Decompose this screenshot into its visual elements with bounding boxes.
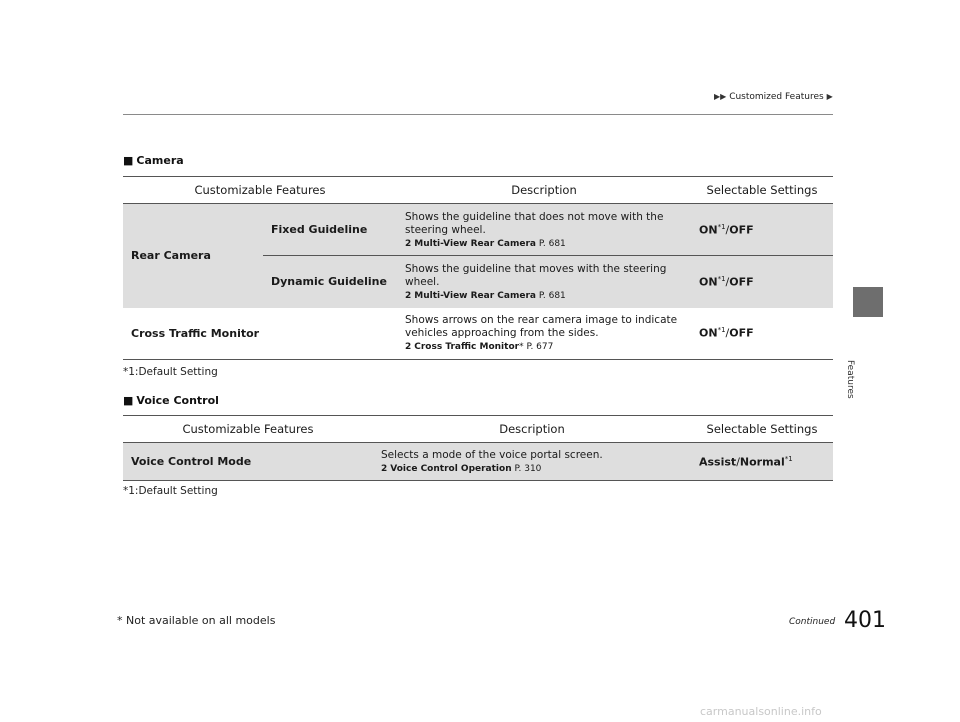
page-reference[interactable] — [381, 464, 691, 474]
footnote-mark: *1 — [717, 222, 726, 231]
setting-cell — [691, 308, 833, 360]
breadcrumb-label[interactable]: Customized Features — [729, 92, 824, 102]
header-divider — [123, 114, 833, 115]
reference-arrow-icon: 2 — [405, 342, 412, 353]
setting-off: OFF — [729, 223, 754, 237]
setting-separator: / — [725, 327, 730, 341]
reference-arrow-icon: 2 — [405, 238, 412, 249]
square-bullet-icon: ■ — [123, 154, 134, 167]
column-header: Customizable Features — [123, 416, 373, 443]
setting-assist: Assist — [699, 455, 737, 469]
feature-name: Voice Control Mode — [123, 443, 373, 481]
camera-table — [123, 176, 833, 360]
setting-off: OFF — [729, 327, 754, 341]
reference-page[interactable]: P. 677 — [526, 342, 554, 353]
voice-table — [123, 415, 833, 481]
setting-separator: / — [725, 275, 730, 289]
triangle-icon: ▶ — [714, 92, 721, 101]
continued-label: Continued — [789, 617, 836, 627]
triangle-icon: ▶ — [826, 92, 833, 101]
availability-note: * Not available on all models — [117, 614, 276, 627]
column-header: Description — [397, 177, 691, 204]
camera-footnote: *1:Default Setting — [123, 366, 218, 378]
breadcrumb — [714, 92, 834, 102]
setting-separator: / — [736, 455, 740, 469]
chapter-tab[interactable] — [853, 287, 883, 317]
description-line: vehicles approaching from the sides. — [405, 327, 599, 340]
description-line: Shows the guideline that moves with the steering — [405, 262, 667, 275]
column-header: Description — [373, 416, 691, 443]
table-row — [123, 204, 833, 256]
reference-title[interactable]: Voice Control Operation — [390, 464, 512, 474]
page-reference[interactable] — [405, 239, 691, 249]
table-row — [123, 443, 833, 481]
setting-cell — [691, 443, 833, 481]
description-cell — [373, 443, 691, 481]
reference-title[interactable]: Multi-View Rear Camera — [414, 238, 536, 249]
table-row — [123, 308, 833, 360]
setting-on: ON — [699, 275, 718, 289]
reference-page[interactable]: P. 310 — [514, 464, 542, 474]
description-line: Shows arrows on the rear camera image to indicate — [405, 314, 678, 327]
setting-separator: / — [725, 223, 730, 237]
reference-arrow-icon: 2 — [381, 464, 388, 474]
feature-name: Cross Traffic Monitor — [123, 308, 397, 360]
setting-normal: Normal — [739, 455, 785, 469]
table-header-row — [123, 416, 833, 443]
reference-title[interactable]: Multi-View Rear Camera — [414, 290, 536, 301]
feature-name: Dynamic Guideline — [271, 275, 387, 289]
page-number: 401 — [844, 608, 886, 633]
setting-on: ON — [699, 223, 718, 237]
description-cell — [397, 204, 691, 256]
chapter-tab-label: Features — [845, 360, 855, 399]
setting-cell — [691, 204, 833, 256]
feature-name: Fixed Guideline — [263, 204, 397, 256]
asterisk-mark: * — [519, 342, 524, 353]
camera-section-title — [123, 154, 184, 167]
rear-camera-group: Rear Camera — [131, 249, 211, 263]
description-line: Shows the guideline that does not move with the — [405, 210, 664, 223]
page-reference[interactable] — [405, 291, 691, 301]
description-line: Selects a mode of the voice portal screen. — [381, 449, 603, 461]
footnote-mark: *1 — [717, 326, 726, 335]
page-reference[interactable] — [405, 342, 691, 352]
voice-title-text: Voice Control — [136, 394, 219, 407]
description-line: steering wheel. — [405, 223, 486, 236]
reference-page[interactable]: P. 681 — [538, 290, 566, 301]
watermark: carmanualsonline.info — [700, 705, 822, 718]
description-cell — [397, 256, 691, 308]
voice-section-title — [123, 394, 219, 407]
reference-arrow-icon: 2 — [405, 290, 412, 301]
voice-footnote: *1:Default Setting — [123, 485, 218, 497]
footnote-mark: *1 — [717, 274, 726, 283]
column-header: Selectable Settings — [691, 416, 833, 443]
column-header: Customizable Features — [123, 177, 397, 204]
square-bullet-icon: ■ — [123, 394, 134, 407]
footnote-mark: *1 — [784, 454, 793, 463]
reference-page[interactable]: P. 681 — [538, 238, 566, 249]
column-header: Selectable Settings — [691, 177, 833, 204]
description-cell — [397, 308, 691, 360]
camera-title-text: Camera — [136, 154, 184, 167]
reference-title[interactable]: Cross Traffic Monitor — [414, 342, 520, 353]
setting-on: ON — [699, 327, 718, 341]
setting-cell — [691, 256, 833, 308]
setting-off: OFF — [729, 275, 754, 289]
description-line: wheel. — [405, 275, 440, 288]
table-header-row — [123, 177, 833, 204]
triangle-icon: ▶ — [720, 92, 727, 101]
